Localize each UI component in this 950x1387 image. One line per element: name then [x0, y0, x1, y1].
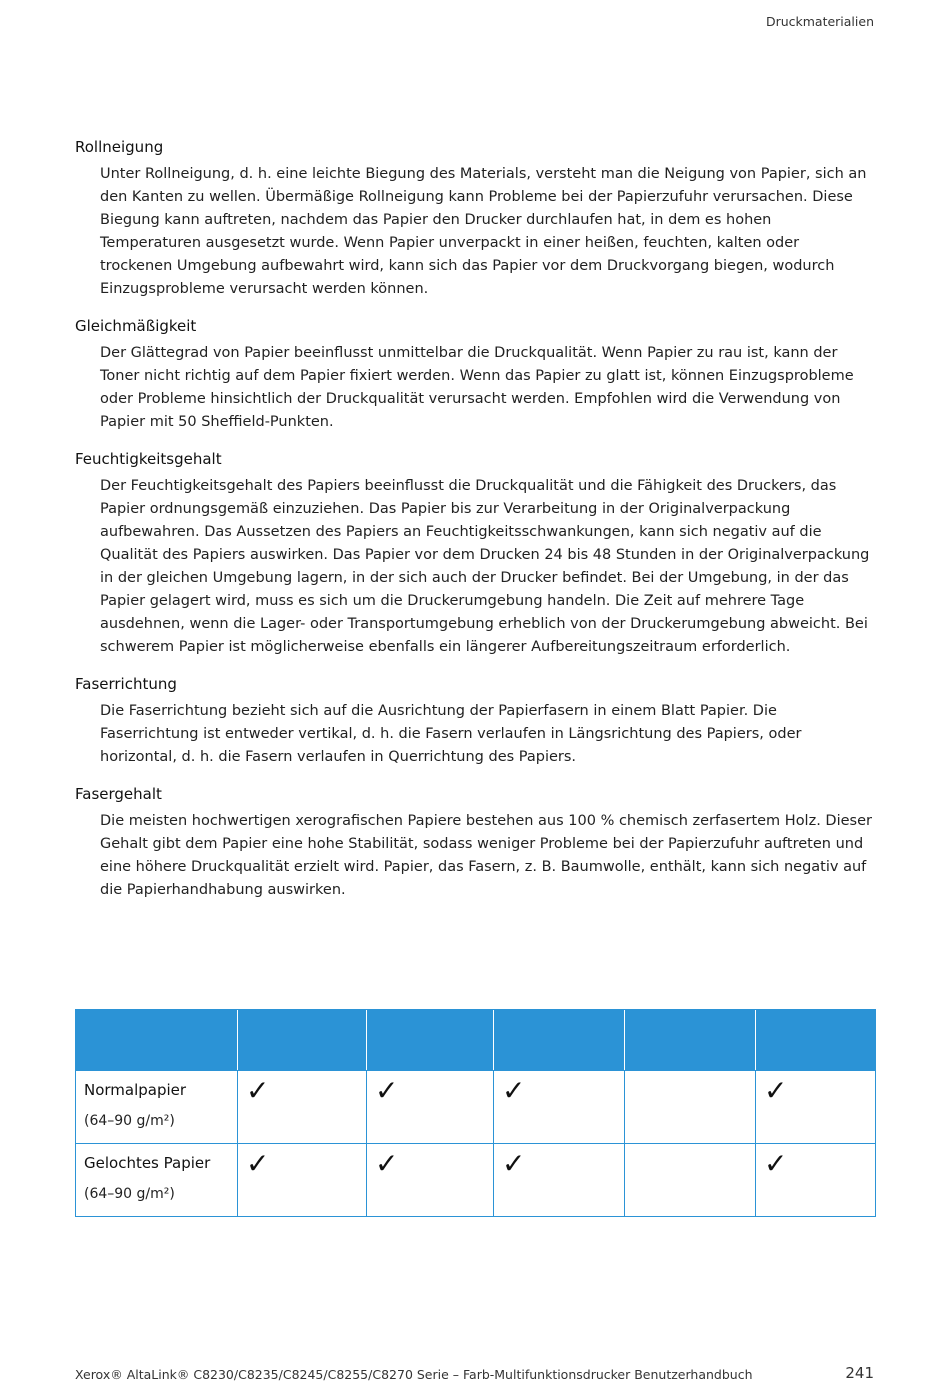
support-cell — [625, 1071, 756, 1144]
section-text: Der Glättegrad von Papier beeinflusst unmittelbar die Druckqualität. Wenn Papier zu rau ist, kann der Toner nicht richtig auf dem Papier fixiert werden. Wenn das Papier zu glatt ist, können Einzugsprobleme oder Probleme hinsichtlich der Druckqualität verursacht werden. Empfohlen wird die Verwendung von Papier mit 50 Sheffield-Punkten. — [100, 345, 854, 430]
table-header-cell — [367, 1010, 494, 1071]
table-header-cell — [76, 1010, 238, 1071]
paper-type-name: Normalpapier — [84, 1081, 187, 1099]
table-row — [76, 1071, 876, 1144]
table-header-row — [76, 1010, 876, 1071]
section-gleichmaessigkeit — [75, 317, 875, 434]
support-cell — [238, 1071, 367, 1144]
checkmark-icon: ✓ — [502, 1074, 526, 1107]
support-cell — [494, 1071, 625, 1144]
main-content — [75, 138, 875, 918]
section-heading: Feuchtigkeitsgehalt — [75, 450, 222, 468]
checkmark-icon: ✓ — [246, 1147, 270, 1180]
checkmark-icon: ✓ — [764, 1147, 788, 1180]
support-cell — [238, 1144, 367, 1217]
table-row — [76, 1144, 876, 1217]
table-header-cell — [238, 1010, 367, 1071]
section-heading: Gleichmäßigkeit — [75, 317, 197, 335]
paper-type-weight: (64–90 g/m²) — [84, 1186, 175, 1202]
checkmark-icon: ✓ — [764, 1074, 788, 1107]
section-text: Die meisten hochwertigen xerografischen Papiere bestehen aus 100 % chemisch zerfasertem Holz. Dieser Gehalt gibt dem Papier eine hohe Stabilität, sodass weniger Probleme bei der Papierzufuhr auftreten und eine höhere Druckqualität erzielt wird. Papier, das Fasern, z. B. Baumwolle, enthält, kann sich negativ auf die Papierhandhabung auswirken. — [100, 813, 872, 898]
paper-type-cell — [76, 1144, 238, 1217]
checkmark-icon: ✓ — [502, 1147, 526, 1180]
support-cell — [756, 1071, 876, 1144]
running-header: Druckmaterialien — [765, 14, 874, 29]
paper-type-weight: (64–90 g/m²) — [84, 1113, 175, 1129]
table-header-cell — [625, 1010, 756, 1071]
section-heading: Fasergehalt — [75, 785, 162, 803]
section-heading: Faserrichtung — [75, 675, 177, 693]
checkmark-icon: ✓ — [375, 1074, 399, 1107]
support-cell — [494, 1144, 625, 1217]
section-text: Die Faserrichtung bezieht sich auf die Ausrichtung der Papierfasern in einem Blatt Papier. Die Faserrichtung ist entweder vertikal, d. h. die Fasern verlaufen in Längsrichtung des Papiers, oder horizontal, d. h. die Fasern verlaufen in Querrichtung des Papiers. — [100, 703, 802, 765]
table-header-cell — [756, 1010, 876, 1071]
section-faserrichtung — [75, 675, 875, 769]
paper-support-table — [75, 1009, 876, 1217]
section-fasergehalt — [75, 785, 875, 902]
section-text: Unter Rollneigung, d. h. eine leichte Biegung des Materials, versteht man die Neigung von Papier, sich an den Kanten zu wellen. Übermäßige Rollneigung kann Probleme bei der Papierzufuhr verursachen. Diese Biegung kann auftreten, nachdem das Papier den Drucker durchlaufen hat, in dem es hohen Temperaturen ausgesetzt wurde. Wenn Papier unverpackt in einer heißen, feuchten, kalten oder trockenen Umgebung aufbewahrt wird, kann sich das Papier vor dem Druckvorgang biegen, wodurch Einzugsprobleme verursacht werden können. — [100, 166, 867, 297]
checkmark-icon: ✓ — [375, 1147, 399, 1180]
section-rollneigung — [75, 138, 875, 301]
support-cell — [367, 1144, 494, 1217]
section-feuchtigkeitsgehalt — [75, 450, 875, 659]
paper-type-name: Gelochtes Papier — [84, 1154, 211, 1172]
paper-type-cell — [76, 1071, 238, 1144]
page-number: 241 — [845, 1364, 874, 1382]
footer-document-title: Xerox® AltaLink® C8230/C8235/C8245/C8255/C8270 Serie – Farb-Multifunktionsdrucker Benutzerhandbuch — [75, 1367, 753, 1382]
section-heading: Rollneigung — [75, 138, 164, 156]
support-cell — [367, 1071, 494, 1144]
table-header-cell — [494, 1010, 625, 1071]
checkmark-icon: ✓ — [246, 1074, 270, 1107]
section-text: Der Feuchtigkeitsgehalt des Papiers beeinflusst die Druckqualität und die Fähigkeit des Druckers, das Papier ordnungsgemäß einzuziehen. Das Papier bis zur Verarbeitung in der Originalverpackung aufbewahren. Das Aussetzen des Papiers an Feuchtigkeitsschwankungen, kann sich negativ auf die Qualität des Papiers auswirken. Das Papier vor dem Drucken 24 bis 48 Stunden in der Originalverpackung in der gleichen Umgebung lagern, in der sich auch der Drucker befindet. Bei der Umgebung, in der das Papier gelagert wird, muss es sich um die Druckerumgebung handeln. Die Zeit auf mehrere Tage ausdehnen, wenn die Lager- oder Transportumgebung erheblich von der Druckerumgebung abweicht. Bei schwerem Papier ist möglicherweise ebenfalls ein längerer Aufbereitungszeitraum erforderlich. — [100, 478, 870, 655]
support-cell — [625, 1144, 756, 1217]
support-cell — [756, 1144, 876, 1217]
